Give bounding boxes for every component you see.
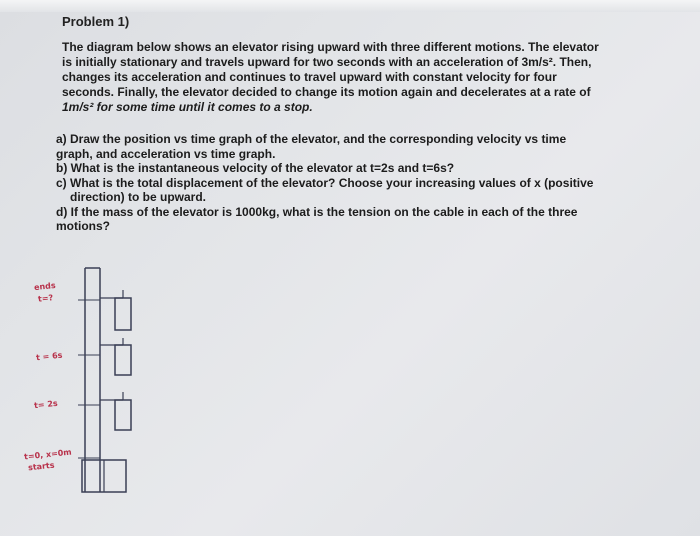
label-t6: t = 6s xyxy=(35,350,63,363)
label-t-unknown: t=? xyxy=(37,293,54,304)
question-a xyxy=(56,132,656,161)
question-b-line1: b) What is the instantaneous velocity of the elevator at t=2s and t=6s? xyxy=(56,161,455,175)
question-d xyxy=(56,205,656,234)
intro-line-2: is initially stationary and travels upward for two seconds with an acceleration of 3m/s². Then, xyxy=(62,55,592,69)
question-c-line2: direction) to be upward. xyxy=(70,190,207,204)
question-a-line2: graph, and acceleration vs time graph. xyxy=(56,146,276,161)
label-starts: starts xyxy=(27,460,55,473)
intro-line-4: seconds. Finally, the elevator decided to change its motion again and decelerates at a rate of xyxy=(62,85,591,99)
paper-edge xyxy=(0,0,700,12)
problem-intro xyxy=(62,40,642,115)
question-a-line1: a) Draw the position vs time graph of the elevator, and the corresponding velocity vs time xyxy=(56,132,567,146)
question-b xyxy=(56,161,656,176)
label-t2: t= 2s xyxy=(33,398,59,411)
question-c-line1: c) What is the total displacement of the elevator? Choose your increasing values of x (positive xyxy=(56,175,594,190)
elevator-diagram xyxy=(20,260,180,500)
question-list xyxy=(56,132,656,234)
label-t0: t=0, x=0m xyxy=(23,447,73,462)
intro-line-3: changes its acceleration and continues to travel upward with constant velocity for four xyxy=(62,70,557,84)
intro-line-5: 1m/s² for some time until it comes to a stop. xyxy=(62,100,313,114)
question-c xyxy=(56,176,656,205)
label-ends: ends xyxy=(33,280,57,293)
intro-line-1: The diagram below shows an elevator rising upward with three different motions. The elevator xyxy=(62,40,599,54)
question-d-line1: d) If the mass of the elevator is 1000kg, what is the tension on the cable in each of the three xyxy=(56,204,578,219)
problem-title: Problem 1) xyxy=(62,14,130,29)
question-d-line2: motions? xyxy=(56,219,110,233)
